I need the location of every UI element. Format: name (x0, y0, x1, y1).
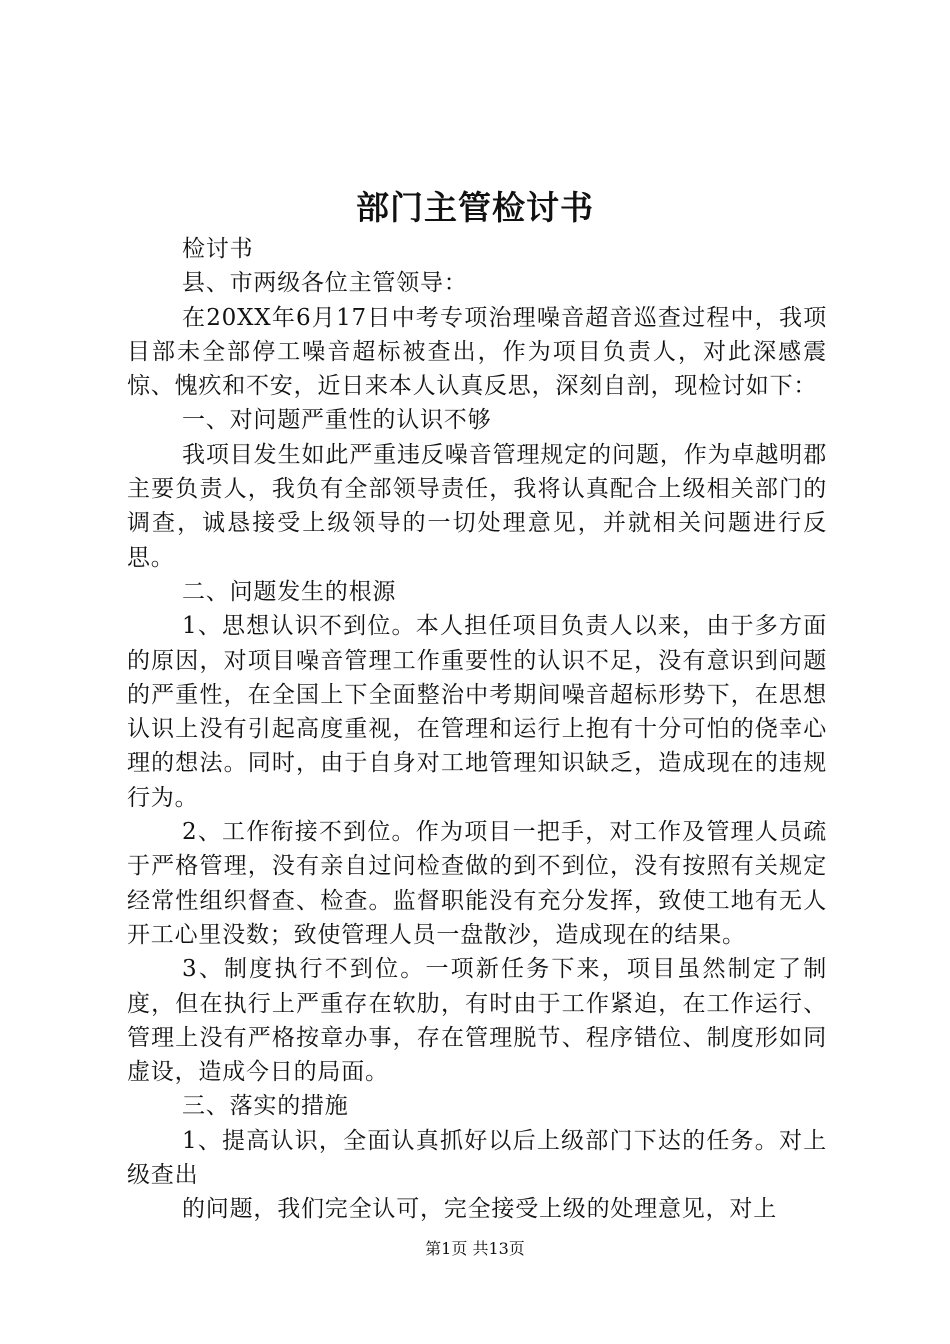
paragraph-section-1: 我项目发生如此严重违反噪音管理规定的问题，作为卓越明郡主要负责人，我负有全部领导责任，我将认真配合上级相关部门的调查，诚恳接受上级领导的一切处理意见，并就相关问题进行反思。 (127, 441, 827, 571)
page-title: 部门主管检讨书 (356, 188, 594, 227)
paragraph-measure-1: 1、提高认识，全面认真抓好以后上级部门下达的任务。对上级查出 (127, 1127, 827, 1189)
paragraph-intro: 在20XX年6月17日中考专项治理噪音超音巡查过程中，我项目部未全部停工噪音超标被查出，作为项目负责人，对此深感震惊、愧疚和不安，近日来本人认真反思，深刻自剖，现检讨如下： (127, 304, 827, 400)
paragraph-heading-review: 检讨书 (182, 236, 254, 262)
page-footer: 第1页 共13页 (425, 1239, 525, 1258)
section-heading-1: 一、对问题严重性的认识不够 (182, 407, 492, 434)
paragraph-cause-3: 3、制度执行不到位。一项新任务下来，项目虽然制定了制度，但在执行上严重存在软肋，有时由于工作紧迫，在工作运行、管理上没有严格按章办事，存在管理脱节、程序错位、制度形如同虚设，造成今日的局面。 (127, 956, 827, 1086)
paragraph-salutation: 县、市两级各位主管领导： (182, 270, 468, 297)
section-heading-2: 二、问题发生的根源 (182, 578, 397, 605)
section-heading-3: 三、落实的措施 (182, 1093, 349, 1120)
document-body (127, 232, 827, 1227)
paragraph-cause-1: 1、思想认识不到位。本人担任项目负责人以来，由于多方面的原因，对项目噪音管理工作重要性的认识不足，没有意识到问题的严重性，在全国上下全面整治中考期间噪音超标形势下，在思想认识上没有引起高度重视，在管理和运行上抱有十分可怕的侥幸心理的想法。同时，由于自身对工地管理知识缺乏，造成现在的违规行为。 (127, 613, 827, 811)
paragraph-measure-1-cont: 的问题，我们完全认可，完全接受上级的处理意见，对上 (182, 1196, 777, 1223)
paragraph-cause-2: 2、工作衔接不到位。作为项目一把手，对工作及管理人员疏于严格管理，没有亲自过问检查做的到不到位，没有按照有关规定经常性组织督查、检查。监督职能没有充分发挥，致使工地有无人开工心里没数；致使管理人员一盘散沙，造成现在的结果。 (127, 819, 827, 948)
